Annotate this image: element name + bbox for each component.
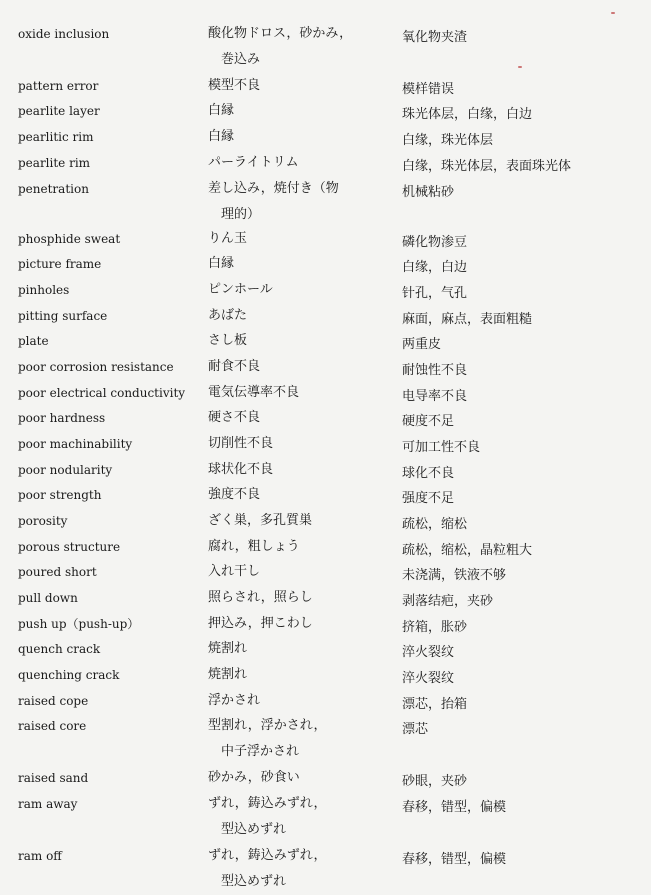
japanese-term-line: 入れ干し [208, 564, 261, 579]
japanese-term [208, 508, 383, 534]
english-term: poor machinability [18, 437, 133, 451]
english-term: pearlite rim [18, 156, 91, 170]
japanese-term [208, 791, 383, 843]
chinese-term: 春移，错型，偏模 [402, 852, 507, 867]
english-term: pearlitic rim [18, 130, 94, 144]
english-term: poor hardness [18, 411, 106, 425]
chinese-term: 疏松，缩松 [402, 517, 468, 532]
japanese-term [208, 713, 383, 765]
japanese-term [208, 277, 383, 303]
english-term: phosphide sweat [18, 232, 121, 246]
chinese-term: 白缘，珠光体层，表面珠光体 [402, 159, 572, 174]
chinese-term: 白缘，白边 [402, 260, 468, 275]
chinese-term: 强度不足 [402, 491, 455, 506]
japanese-term-line: 焼割れ [208, 641, 248, 656]
english-term: plate [18, 334, 49, 348]
english-term: poor strength [18, 488, 102, 502]
scan-mark [518, 66, 522, 68]
japanese-term [208, 559, 383, 585]
chinese-term: 淬火裂纹 [402, 671, 455, 686]
chinese-term: 针孔，气孔 [402, 286, 468, 301]
english-term: picture frame [18, 257, 102, 271]
japanese-term-line: 切削性不良 [208, 436, 274, 451]
japanese-term-continuation: 型込めずれ [221, 822, 287, 837]
japanese-term-line: 硬さ不良 [208, 410, 261, 425]
japanese-term-continuation: 理的） [221, 207, 261, 222]
english-term: pearlite layer [18, 104, 100, 118]
english-term: raised cope [18, 694, 89, 708]
japanese-term [208, 585, 383, 611]
english-term: penetration [18, 182, 89, 196]
japanese-term-line: あばた [208, 308, 248, 323]
english-term: ram off [18, 849, 62, 863]
japanese-term-line: 酸化物ドロス，砂かみ， [208, 26, 353, 41]
chinese-term: 耐蚀性不良 [402, 363, 468, 378]
japanese-term-line: 強度不良 [208, 487, 261, 502]
japanese-term [208, 636, 383, 662]
chinese-term: 春移，错型，偏模 [402, 800, 507, 815]
chinese-term: 珠光体层，白缘，白边 [402, 107, 533, 122]
english-term: poured short [18, 565, 97, 579]
english-term: poor nodularity [18, 463, 113, 477]
japanese-term-line: 砂かみ，砂食い [208, 770, 300, 785]
japanese-term-line: ピンホール [208, 282, 273, 297]
chinese-term: 两重皮 [402, 337, 442, 352]
japanese-term [208, 73, 383, 99]
chinese-term: 剥落结疤，夹砂 [402, 594, 494, 609]
english-term: raised core [18, 719, 87, 733]
japanese-term-line: ざく巣，多孔質巣 [208, 513, 313, 528]
chinese-term: 漂芯 [402, 722, 429, 737]
japanese-term [208, 843, 383, 895]
japanese-term-line: ずれ，鋳込みずれ， [208, 848, 327, 863]
chinese-term: 淬火裂纹 [402, 645, 455, 660]
japanese-term [208, 405, 383, 431]
english-term: pitting surface [18, 309, 108, 323]
english-term: pull down [18, 591, 78, 605]
japanese-term [208, 150, 383, 176]
chinese-term: 硬度不足 [402, 414, 455, 429]
japanese-term [208, 303, 383, 329]
japanese-term-line: 模型不良 [208, 78, 261, 93]
chinese-term: 砂眼，夹砂 [402, 774, 468, 789]
japanese-term-line: 型割れ，浮かされ， [208, 718, 327, 733]
japanese-term [208, 611, 383, 637]
japanese-term-line: 球状化不良 [208, 462, 274, 477]
japanese-term-continuation: 型込めずれ [221, 874, 287, 889]
japanese-term [208, 124, 383, 150]
japanese-term-line: ずれ，鋳込みずれ， [208, 796, 327, 811]
japanese-term-line: 白縁 [208, 129, 235, 144]
japanese-term [208, 662, 383, 688]
japanese-term [208, 226, 383, 252]
japanese-term [208, 98, 383, 124]
english-term: raised sand [18, 771, 89, 785]
japanese-term-continuation: 巻込み [221, 52, 261, 67]
japanese-term-line: りん玉 [208, 231, 248, 246]
english-term: pattern error [18, 79, 99, 93]
japanese-term-line: 腐れ，粗しょう [208, 539, 300, 554]
japanese-term-line: 照らされ，照らし [208, 590, 313, 605]
chinese-term: 球化不良 [402, 466, 455, 481]
japanese-term-line: パーライトリム [208, 155, 299, 170]
japanese-term [208, 482, 383, 508]
japanese-term [208, 251, 383, 277]
english-term: porous structure [18, 540, 121, 554]
english-term: poor electrical conductivity [18, 386, 186, 400]
japanese-term-continuation: 中子浮かされ [221, 744, 300, 759]
japanese-term [208, 457, 383, 483]
english-term: porosity [18, 514, 68, 528]
english-term: push up（push-up） [18, 617, 140, 631]
english-term: quench crack [18, 642, 101, 656]
japanese-term [208, 328, 383, 354]
japanese-term-line: 電気伝導率不良 [208, 385, 300, 400]
japanese-term [208, 354, 383, 380]
japanese-term [208, 431, 383, 457]
japanese-term-line: 押込み，押こわし [208, 616, 313, 631]
japanese-term-line: 白縁 [208, 103, 235, 118]
japanese-term-line: 耐食不良 [208, 359, 261, 374]
scan-mark [611, 12, 615, 14]
japanese-term-line: 差し込み，焼付き（物 [208, 181, 339, 196]
japanese-term-line: さし板 [208, 333, 248, 348]
chinese-term: 疏松，缩松，晶粒粗大 [402, 543, 533, 558]
chinese-term: 模样错误 [402, 82, 455, 97]
chinese-term: 机械粘砂 [402, 185, 455, 200]
japanese-term [208, 21, 383, 73]
japanese-term [208, 534, 383, 560]
chinese-term: 电导率不良 [402, 389, 468, 404]
chinese-term: 白缘，珠光体层 [402, 133, 494, 148]
japanese-term [208, 380, 383, 406]
chinese-term: 可加工性不良 [402, 440, 481, 455]
japanese-term [208, 765, 383, 791]
japanese-term [208, 176, 383, 228]
chinese-term: 氧化物夹渣 [402, 30, 468, 45]
chinese-term: 未浇满，铁液不够 [402, 568, 507, 583]
japanese-term [208, 688, 383, 714]
english-term: quenching crack [18, 668, 120, 682]
english-term: poor corrosion resistance [18, 360, 174, 374]
chinese-term: 磷化物渗豆 [402, 235, 468, 250]
english-term: oxide inclusion [18, 27, 110, 41]
japanese-term-line: 白縁 [208, 256, 235, 271]
chinese-term: 漂芯，抬箱 [402, 697, 468, 712]
english-term: pinholes [18, 283, 70, 297]
chinese-term: 挤箱，胀砂 [402, 620, 468, 635]
english-term: ram away [18, 797, 78, 811]
chinese-term: 麻面，麻点，表面粗糙 [402, 312, 533, 327]
japanese-term-line: 浮かされ [208, 693, 261, 708]
japanese-term-line: 焼割れ [208, 667, 248, 682]
